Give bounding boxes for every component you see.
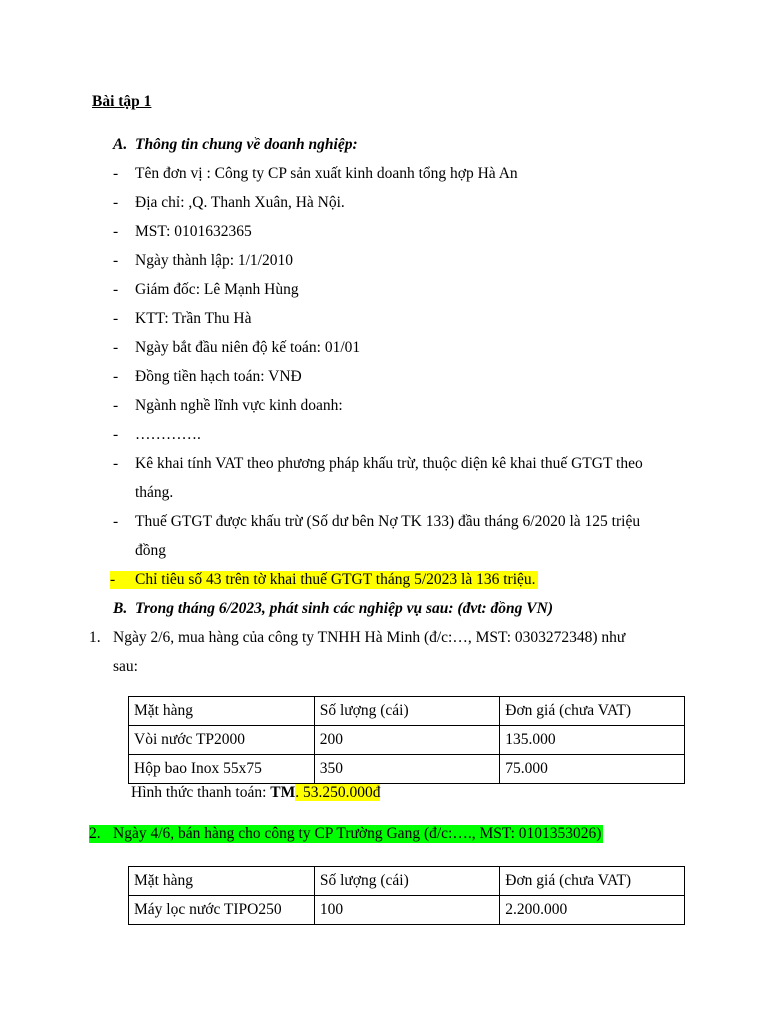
bullet-dash: - [113,339,119,356]
table-header-row [129,697,685,726]
table-row [129,726,685,755]
tx2-description: Ngày 4/6, bán hàng cho công ty CP Trường Gang (đ/c:…., MST: 0101353026) [113,825,602,842]
tx2-number: 2. [89,825,101,842]
info-chief-accountant: KTT: Trần Thu Hà [135,310,252,327]
tx1-number: 1. [89,629,101,646]
table-header-cell: Đơn giá (chưa VAT) [500,697,685,726]
info-address: Địa chỉ: ,Q. Thanh Xuân, Hà Nội. [135,194,345,211]
info-business-field: Ngành nghề lĩnh vực kinh doanh: [135,397,343,414]
table-header-cell: Mặt hàng [129,697,315,726]
bullet-dash: - [113,368,119,385]
tx2-heading [89,825,603,843]
bullet-dash: - [113,426,119,443]
table-header-cell: Mặt hàng [129,867,315,896]
info-ellipsis: …………. [135,426,201,443]
table-cell: 350 [314,755,500,784]
bullet-dash: - [113,194,119,211]
bullet-dash: - [113,252,119,269]
bullet-dash: - [110,571,116,588]
table-row [129,755,685,784]
table-cell: Hộp bao Inox 55x75 [129,755,315,784]
info-currency: Đồng tiền hạch toán: VNĐ [135,368,302,385]
table-cell: 75.000 [500,755,685,784]
info-director: Giám đốc: Lê Mạnh Hùng [135,281,299,298]
document-title: Bài tập 1 [92,93,152,110]
bullet-dash: - [113,165,119,182]
bullet-dash: - [113,281,119,298]
table-cell: 200 [314,726,500,755]
bullet-dash: - [113,455,119,472]
section-a-heading: Thông tin chung về doanh nghiệp: [135,136,358,153]
table-cell: 2.200.000 [500,896,685,925]
table-header-row [129,867,685,896]
table-cell: Vòi nước TP2000 [129,726,315,755]
info-deductible-vat: Thuế GTGT được khấu trừ (Số dư bên Nợ TK 133) đầu tháng 6/2020 là 125 triệu [135,513,641,530]
tx2-table [128,866,685,925]
info-deductible-vat-cont: đồng [135,542,166,559]
table-cell: Máy lọc nước TIPO250 [129,896,315,925]
table-cell: 100 [314,896,499,925]
bullet-dash: - [113,513,119,530]
info-company-name: Tên đơn vị : Công ty CP sản xuất kinh doanh tổng hợp Hà An [135,165,518,182]
info-tax-code: MST: 0101632365 [135,223,252,240]
section-a-marker: A. [113,136,128,153]
payment-amount: . 53.250.000đ [295,784,381,801]
section-b-heading: Trong tháng 6/2023, phát sinh các nghiệp vụ sau: (đvt: đồng VN) [135,600,553,617]
table-row [129,896,685,925]
section-b-marker: B. [113,600,128,617]
table-header-cell: Đơn giá (chưa VAT) [500,867,685,896]
bullet-dash: - [113,310,119,327]
info-fiscal-start: Ngày bắt đầu niên độ kế toán: 01/01 [135,339,361,356]
bullet-dash: - [113,223,119,240]
info-founding-date: Ngày thành lập: 1/1/2010 [135,252,293,269]
bullet-dash: - [113,397,119,414]
table-header-cell: Số lượng (cái) [314,697,500,726]
table-header-cell: Số lượng (cái) [314,867,499,896]
tx1-description-cont: sau: [113,658,138,675]
payment-method: TM [270,784,296,801]
tx1-table [128,696,685,784]
info-vat-method: Kê khai tính VAT theo phương pháp khấu trừ, thuộc diện kê khai thuế GTGT theo [135,455,643,472]
tx1-description: Ngày 2/6, mua hàng của công ty TNHH Hà Minh (đ/c:…, MST: 0303272348) như [113,629,626,646]
highlighted-note [110,571,538,589]
table-cell: 135.000 [500,726,685,755]
payment-label: Hình thức thanh toán: [131,784,271,801]
info-indicator-43: Chỉ tiêu số 43 trên tờ khai thuế GTGT tháng 5/2023 là 136 triệu. [135,571,536,588]
tx1-payment [131,784,380,802]
info-vat-method-cont: tháng. [135,484,174,501]
